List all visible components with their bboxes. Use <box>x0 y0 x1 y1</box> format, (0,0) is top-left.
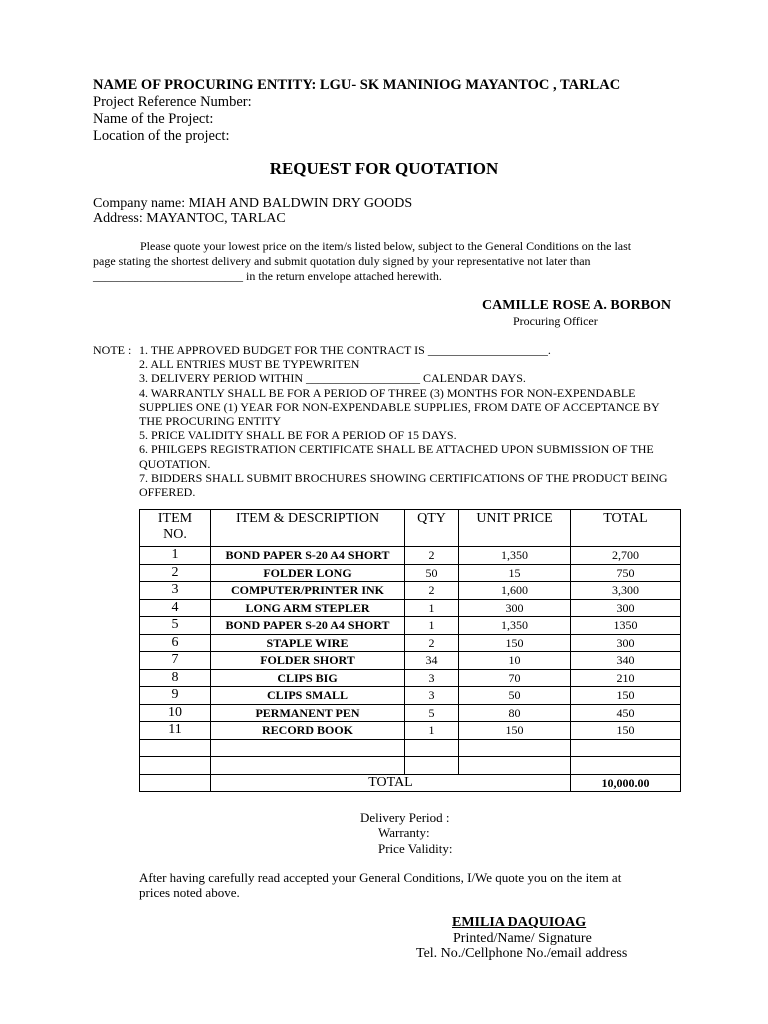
total-label: TOTAL <box>211 774 571 792</box>
item-description: FOLDER SHORT <box>211 652 405 670</box>
item-unit-price: 80 <box>459 704 571 722</box>
table-row <box>140 617 681 635</box>
item-qty: 3 <box>405 669 459 687</box>
note-item: 6. PHILGEPS REGISTRATION CERTIFICATE SHALL BE ATTACHED UPON SUBMISSION OF THE QUOTATION. <box>139 442 654 471</box>
note-item: 7. BIDDERS SHALL SUBMIT BROCHURES SHOWING CERTIFICATIONS OF THE PRODUCT BEING OFFERED. <box>139 470 668 500</box>
header-description: ITEM & DESCRIPTION <box>211 510 405 547</box>
item-total: 150 <box>571 687 681 705</box>
table-header-row <box>140 510 681 547</box>
closing-line-1: After having carefully read accepted your General Conditions, I/We quote you on the item at <box>139 870 622 885</box>
warranty-label: Warranty: <box>378 825 430 840</box>
item-no: 4 <box>140 599 211 617</box>
item-unit-price: 10 <box>459 652 571 670</box>
document-title: REQUEST FOR QUOTATION <box>269 159 499 178</box>
delivery-period-label: Delivery Period : <box>360 810 450 825</box>
item-no: 3 <box>140 582 211 600</box>
item-total: 300 <box>571 599 681 617</box>
intro-line-3: _________________________ in the return envelope attached herewith. <box>93 269 442 283</box>
procuring-officer-title: Procuring Officer <box>513 314 598 328</box>
table-row <box>140 687 681 705</box>
item-unit-price: 50 <box>459 687 571 705</box>
item-total: 3,300 <box>571 582 681 600</box>
item-qty: 1 <box>405 617 459 635</box>
note-list <box>139 343 679 499</box>
price-validity-label: Price Validity: <box>378 841 453 856</box>
item-no: 11 <box>140 722 211 740</box>
item-description: COMPUTER/PRINTER INK <box>211 582 405 600</box>
item-no: 10 <box>140 704 211 722</box>
company-address: Address: MAYANTOC, TARLAC <box>93 211 286 226</box>
item-unit-price: 15 <box>459 564 571 582</box>
table-row <box>140 722 681 740</box>
item-total: 1350 <box>571 617 681 635</box>
procuring-officer-name: CAMILLE ROSE A. BORBON <box>482 298 672 313</box>
company-name: Company name: MIAH AND BALDWIN DRY GOODS <box>93 196 413 211</box>
item-description: FOLDER LONG <box>211 564 405 582</box>
item-unit-price: 1,600 <box>459 582 571 600</box>
item-description: BOND PAPER S-20 A4 SHORT <box>211 617 405 635</box>
item-qty: 5 <box>405 704 459 722</box>
procuring-entity-label: NAME OF PROCURING ENTITY: <box>93 77 320 93</box>
contact-caption: Tel. No./Cellphone No./email address <box>416 946 628 961</box>
item-total: 340 <box>571 652 681 670</box>
item-qty: 2 <box>405 547 459 565</box>
item-description: CLIPS SMALL <box>211 687 405 705</box>
item-total: 750 <box>571 564 681 582</box>
table-row <box>140 564 681 582</box>
item-no: 2 <box>140 564 211 582</box>
closing-line-2: prices noted above. <box>139 885 240 900</box>
item-total: 450 <box>571 704 681 722</box>
item-qty: 50 <box>405 564 459 582</box>
project-location-label: Location of the project: <box>93 128 230 144</box>
item-total: 300 <box>571 634 681 652</box>
item-no: 1 <box>140 547 211 565</box>
procuring-entity-value: LGU- SK MANINIOG MAYANTOC , TARLAC <box>319 77 621 93</box>
item-description: STAPLE WIRE <box>211 634 405 652</box>
item-description: CLIPS BIG <box>211 669 405 687</box>
grand-total: 10,000.00 <box>571 774 681 792</box>
item-total: 150 <box>571 722 681 740</box>
signature-caption: Printed/Name/ Signature <box>453 931 592 946</box>
header-item-no: ITEM NO. <box>140 510 211 547</box>
item-qty: 2 <box>405 634 459 652</box>
note-item: 4. WARRANTLY SHALL BE FOR A PERIOD OF THREE (3) MONTHS FOR NON-EXPENDABLE SUPPLIES ONE (1) YEAR FOR NON-EXPENDABLE SUPPLIES, FROM DATE OF ACCEPTANCE BY THE PROCURING ENTITY <box>139 385 660 429</box>
intro-line-1: Please quote your lowest price on the item/s listed below, subject to the General Conditions on the last <box>140 239 632 253</box>
item-unit-price: 300 <box>459 599 571 617</box>
item-unit-price: 150 <box>459 722 571 740</box>
table-total-row <box>140 774 681 792</box>
note-label: NOTE : <box>93 343 132 357</box>
table-row <box>140 634 681 652</box>
item-description: LONG ARM STEPLER <box>211 599 405 617</box>
table-row <box>140 582 681 600</box>
project-name-label: Name of the Project: <box>93 111 214 127</box>
note-item: 1. THE APPROVED BUDGET FOR THE CONTRACT IS ____________________. <box>139 343 551 357</box>
item-total: 2,700 <box>571 547 681 565</box>
item-unit-price: 70 <box>459 669 571 687</box>
table-row <box>140 669 681 687</box>
item-qty: 2 <box>405 582 459 600</box>
table-row <box>140 547 681 565</box>
item-description: PERMANENT PEN <box>211 704 405 722</box>
table-row <box>140 599 681 617</box>
item-qty: 1 <box>405 722 459 740</box>
item-no: 6 <box>140 634 211 652</box>
header-unit-price: UNIT PRICE <box>459 510 571 547</box>
header-total: TOTAL <box>571 510 681 547</box>
intro-line-2: page stating the shortest delivery and submit quotation duly signed by your representative not later than <box>93 254 591 268</box>
item-no: 8 <box>140 669 211 687</box>
note-item: 2. ALL ENTRIES MUST BE TYPEWRITEN <box>139 357 360 372</box>
project-reference-label: Project Reference Number: <box>93 94 252 110</box>
procuring-entity-line <box>93 76 620 94</box>
item-no: 5 <box>140 617 211 635</box>
item-qty: 34 <box>405 652 459 670</box>
item-qty: 3 <box>405 687 459 705</box>
note-item: 5. PRICE VALIDITY SHALL BE FOR A PERIOD OF 15 DAYS. <box>139 428 457 443</box>
signatory-name: EMILIA DAQUIOAG <box>452 915 587 930</box>
table-row <box>140 652 681 670</box>
item-unit-price: 1,350 <box>459 617 571 635</box>
items-table <box>139 509 681 792</box>
header-qty: QTY <box>405 510 459 547</box>
table-row <box>140 704 681 722</box>
item-unit-price: 150 <box>459 634 571 652</box>
item-no: 7 <box>140 652 211 670</box>
table-row-empty <box>140 739 681 757</box>
item-no: 9 <box>140 687 211 705</box>
item-description: RECORD BOOK <box>211 722 405 740</box>
item-total: 210 <box>571 669 681 687</box>
item-unit-price: 1,350 <box>459 547 571 565</box>
note-item: 3. DELIVERY PERIOD WITHIN ___________________ CALENDAR DAYS. <box>139 371 526 386</box>
item-description: BOND PAPER S-20 A4 SHORT <box>211 547 405 565</box>
table-row-empty <box>140 757 681 775</box>
item-qty: 1 <box>405 599 459 617</box>
